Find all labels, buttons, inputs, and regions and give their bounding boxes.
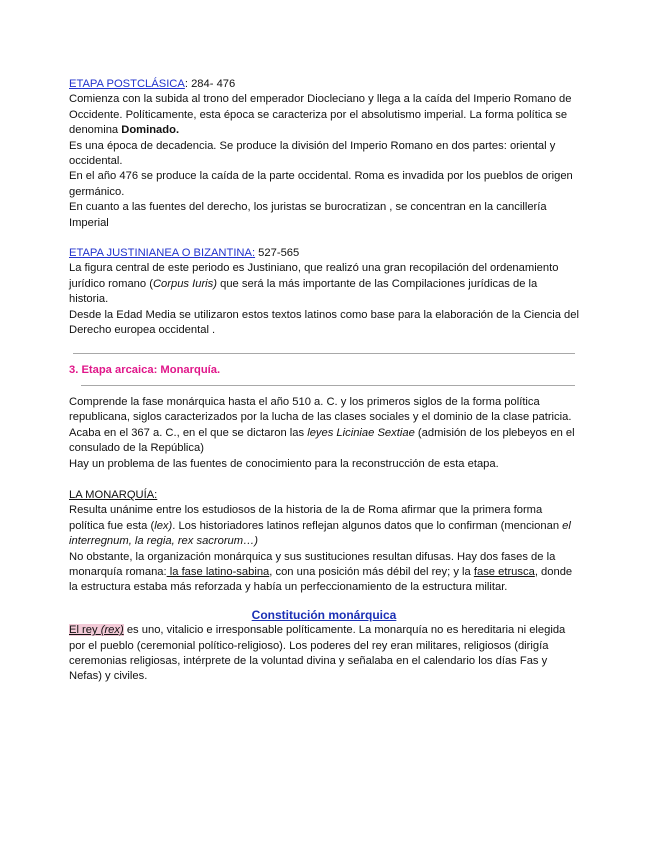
justinianea-title-line bbox=[69, 246, 579, 261]
justinianea-p1-text-end: que será la más importante de las Compilaciones jurídicas de la historia. bbox=[69, 277, 538, 306]
postclasica-title-line bbox=[69, 77, 579, 92]
monarquia-p2-text-end: , donde la estructura estaba más reforzada y había un perfeccionamiento de la estructura militar. bbox=[69, 565, 573, 594]
lex-term: lex) bbox=[154, 519, 173, 532]
postclasica-paragraph-1 bbox=[69, 92, 579, 138]
postclasica-paragraph-2: Es una época de decadencia. Se produce la división del Imperio Romano en dos partes: oriental y occidental. bbox=[69, 139, 556, 168]
justinianea-paragraph-2: Desde la Edad Media se utilizaron estos textos latinos como base para la elaboración de la Ciencia del Derecho europea occidental . bbox=[69, 308, 579, 337]
monarquia-p2-text-mid: , con una posición más débil del rey; y la bbox=[269, 565, 474, 578]
postclasica-heading-link[interactable]: ETAPA POSTCLÁSICA bbox=[69, 78, 185, 90]
constitucion-paragraph bbox=[69, 623, 579, 685]
arcaica-paragraph-1: Comprende la fase monárquica hasta el año 510 a. C. y los primeros siglos de la forma política republicana, siglos caracterizados por la lucha de las clases sociales y el dominio de la clase patricia. bbox=[69, 395, 572, 424]
arcaica-paragraph-3: Hay un problema de las fuentes de conocimiento para la reconstrucción de esta etapa. bbox=[69, 457, 499, 470]
postclasica-paragraph-3: En el año 476 se produce la caída de la parte occidental. Roma es invadida por los pueblos de origen germánico. bbox=[69, 170, 573, 198]
justinianea-heading-link[interactable]: ETAPA JUSTINIANEA O BIZANTINA: bbox=[69, 247, 256, 260]
justinianea-dates: 527-565 bbox=[255, 247, 300, 260]
arcaica-p2-text-end: (admisión de los plebeyos en el consulado de la República) bbox=[69, 426, 575, 455]
monarquia-heading: LA MONARQUÍA: bbox=[69, 488, 158, 501]
constitucion-title[interactable]: Constitución monárquica bbox=[251, 607, 397, 622]
postclasica-paragraph-4: En cuanto a las fuentes del derecho, los juristas se burocratizan , se concentran en la cancillería Imperial bbox=[69, 201, 547, 229]
arcaica-paragraph-2 bbox=[69, 426, 579, 457]
monarquia-p2-text: No obstante, la organización monárquica y sus sustituciones resultan difusas. Hay dos fases de la monarquía romana: bbox=[69, 550, 556, 578]
postclasica-p1-text: Comienza con la subida al trono del emperador Diocleciano y llega a la caída del Imperio Romano de Occidente. Políticamente, esta época se caracteriza por el absolutismo imperial. La forma política se denomina bbox=[69, 93, 572, 137]
monarquia-p1-text-mid: . Los historiadores latinos reflejan algunos datos que lo confirman (mencionan bbox=[172, 519, 563, 532]
corpus-iuris-term: Corpus Iuris) bbox=[152, 277, 217, 290]
fase-latino-sabina: la fase latino-sabina bbox=[166, 565, 270, 578]
justinianea-p1-text: La figura central de este periodo es Justiniano, que realizó una gran recopilación del ordenamiento jurídico romano ( bbox=[69, 262, 559, 290]
postclasica-dates: : 284- 476 bbox=[184, 78, 236, 90]
justinianea-paragraph-1 bbox=[69, 261, 579, 307]
document-page bbox=[69, 77, 579, 685]
arcaica-heading: 3. Etapa arcaica: Monarquía. bbox=[69, 363, 221, 376]
monarquia-p1-text: Resulta unánime entre los estudiosos de la historia de la de Roma afirmar que la primera forma política fue esta ( bbox=[69, 504, 543, 532]
constitucion-text: es uno, vitalicio e irresponsable políticamente. La monarquía no es hereditaria ni elegida por el pueblo (ceremonial político-religioso). Los poderes del rey eran militares, religiosos (dirigía ceremonias religiosas, intérprete de la voluntad divina y señalaba en el calendario los días Fas y Nefas) y civiles. bbox=[69, 624, 566, 683]
rey-label: El rey bbox=[69, 624, 101, 637]
rey-highlight bbox=[69, 624, 124, 636]
interregnum-terms: el interregnum, la regia, rex sacrorum…) bbox=[69, 519, 571, 548]
arcaica-p2-text: Acaba en el 367 a. C., en el que se dictaron las bbox=[69, 426, 308, 439]
rex-term: (rex) bbox=[100, 624, 124, 637]
leyes-liciniae-term: leyes Liciniae Sextiae bbox=[307, 426, 415, 439]
fase-etrusca: fase etrusca bbox=[473, 565, 535, 578]
monarquia-paragraph-1 bbox=[69, 503, 579, 549]
monarquia-paragraph-2 bbox=[69, 550, 579, 596]
dominado-term: Dominado. bbox=[121, 124, 180, 137]
